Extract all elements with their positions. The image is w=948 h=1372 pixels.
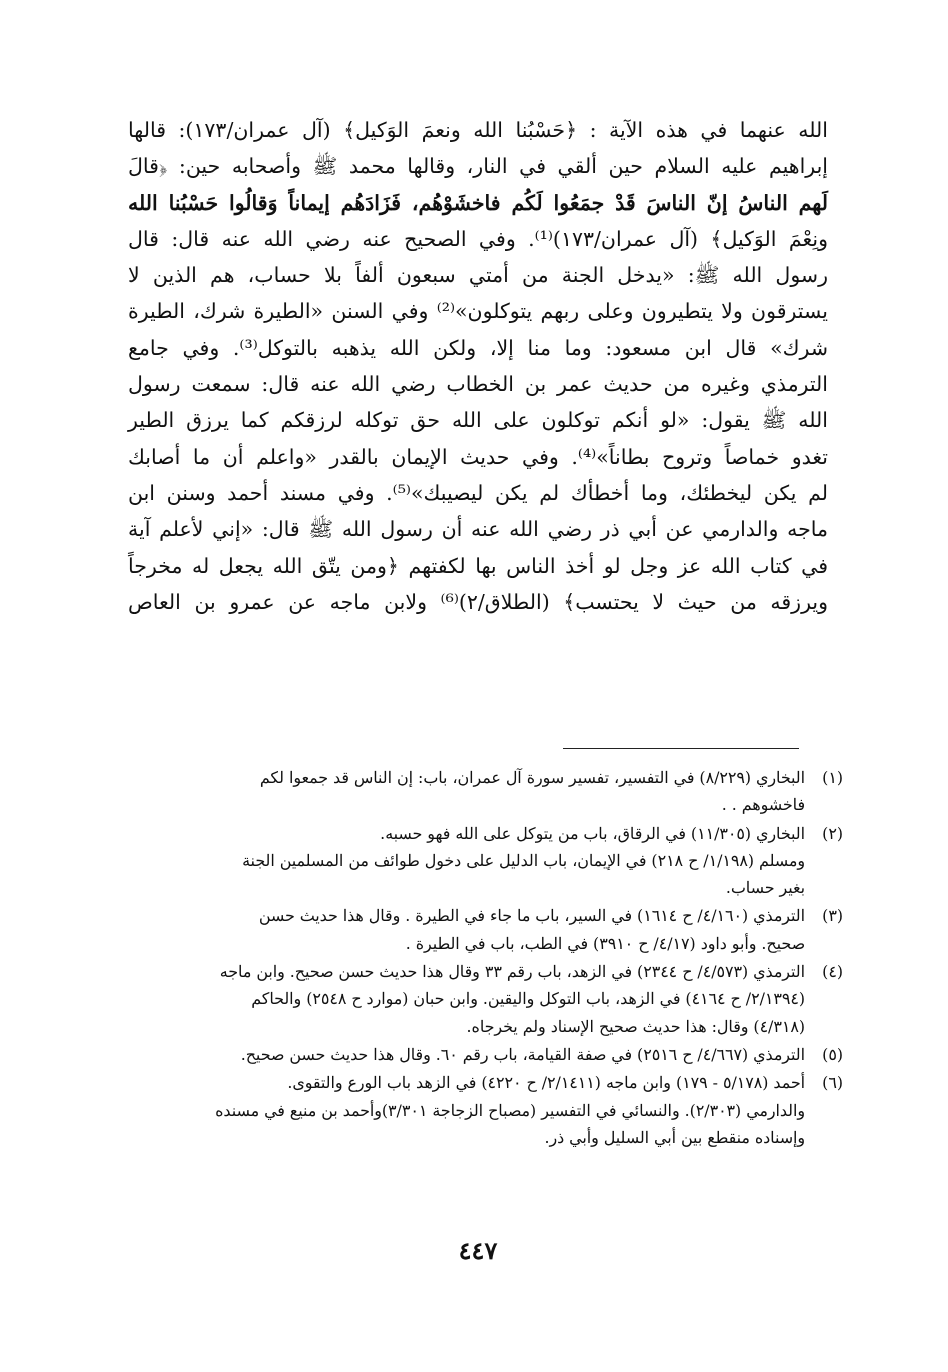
footnote-item <box>128 820 843 902</box>
footnote-line: أحمد (٥/١٧٨ - ١٧٩) وابن ماجه (٢/١٤١١/ ح ٤٢٢٠) في الزهد باب الورع والتقوى. <box>287 1073 805 1093</box>
footnote-text <box>128 1041 805 1068</box>
footnote-number: (٦) <box>822 1073 843 1093</box>
page-number: ٤٤٧ <box>458 1236 498 1265</box>
main-text-line: ماجه والدارمي عن أبي ذر رضي الله عنه أن رسول الله ﷺ قال: «إني لأعلم آية <box>128 517 828 542</box>
footnote-number: (٢) <box>822 823 843 843</box>
footnotes-section <box>128 764 843 1152</box>
footnote-item <box>128 1041 843 1068</box>
footnote-line: فاخشوهم . . <box>721 795 805 815</box>
footnote-line: ومسلم (١/١٩٨/ ح ٢١٨) في الإيمان، باب الدليل على دخول طوائف من المسلمين الجنة <box>242 850 805 870</box>
main-text-line: الله عنهما في هذه الآية : ﴿حَسْبُنا الله ونعمَ الوَكيل﴾ (آل عمران/١٧٣): قالها <box>128 118 828 142</box>
footnote-text <box>128 820 805 902</box>
footnote-line: البخاري (٨/٢٢٩) في التفسير، تفسير سورة آل عمران، باب: إن الناس قد جمعوا لكم <box>259 768 805 787</box>
footnote-item <box>128 764 843 819</box>
footnote-item <box>128 902 843 957</box>
main-text-line: يسترقون ولا يتطيرون وعلى ربهم يتوكلون»⁽²⁾ وفي السنن «الطيرة شرك، الطيرة <box>128 299 828 324</box>
footnote-line: (٤/٣١٨) وقال: هذا حديث صحيح الإسناد ولم يخرجاه. <box>466 1016 805 1036</box>
footnote-text <box>128 958 805 1040</box>
footnote-line: الترمذي (٤/١٦٠/ ح ١٦١٤) في السير، باب ما جاء في الطيرة . وقال هذا حديث حسن <box>258 906 805 926</box>
main-text-line: الترمذي وغيره من حديث عمر بن الخطاب رضي الله عنه قال: سمعت رسول <box>128 372 828 397</box>
main-text-line: الله ﷺ يقول: «لو أنكم توكلون على الله حق توكله لرزقكم كما يرزق الطير <box>128 408 828 433</box>
footnote-line: البخاري (١١/٣٠٥) في الرقاق، باب من يتوكل على الله فهو حسبه. <box>380 823 805 843</box>
main-text-line: لَهم الناسُ إنّ الناسَ قَدْ جمَعُوا لَكُم فاخشَوْهُم، فَزَادَهُم إيماناً وَقالُوا حَسْبُنا الله <box>128 190 828 215</box>
main-text-line: إبراهيم عليه السلام حين ألقي في النار، وقالها محمد ﷺ وأصحابه حين: ﴿قالَ <box>128 154 828 179</box>
footnote-number: (٥) <box>822 1044 843 1064</box>
footnote-line: الترمذي (٤/٦٦٧/ ح ٢٥١٦) في صفة القيامة، باب رقم ٦٠. وقال هذا حديث حسن صحيح. <box>240 1044 805 1064</box>
footnote-separator-rule <box>563 748 799 749</box>
footnote-text <box>128 764 805 819</box>
main-text-line: تغدو خماصاً وتروح بطاناً»⁽⁴⁾. وفي حديث الإيمان بالقدر «واعلم أن ما أصابك <box>128 444 828 469</box>
footnote-line: والدارمي (٢/٣٠٣). والنسائي في التفسير (مصباح الزجاجة ٣/٣٠١)وأحمد بن منيع في مسنده <box>215 1100 805 1120</box>
main-text-line: شرك» قال ابن مسعود: وما منا إلا، ولكن الله يذهبه بالتوكل⁽³⁾. وفي جامع <box>128 335 828 360</box>
footnote-number: (٤) <box>822 962 843 982</box>
footnote-line: بغير حساب. <box>725 878 805 898</box>
footnote-line: الترمذي (٤/٥٧٣/ ح ٢٣٤٤) في الزهد، باب رقم ٣٣ وقال هذا حديث حسن صحيح. وابن ماجه <box>219 962 805 982</box>
footnote-number: (١) <box>822 768 843 787</box>
footnote-number: (٣) <box>822 906 843 926</box>
footnote-line: (٢/١٣٩٤/ ح ٤١٦٤) في الزهد، باب التوكل واليقين. وابن حبان (موارد ح ٢٥٤٨) والحاكم <box>251 989 805 1009</box>
main-text-line: لم يكن ليخطئك، وما أخطأك لم يكن ليصيبك»⁽⁵⁾. وفي مسند أحمد وسنن ابن <box>128 480 828 505</box>
footnote-text <box>128 1069 805 1151</box>
footnote-item <box>128 1069 843 1151</box>
footnote-item <box>128 958 843 1040</box>
main-text-line: رسول الله ﷺ: «يدخل الجنة من أمتي سبعون ألفاً بلا حساب، هم الذين لا <box>128 263 828 288</box>
main-text-line: ونِعْمَ الوَكيل﴾ (آل عمران/١٧٣)⁽¹⁾. وفي الصحيح عنه رضي الله عنه قال: قال <box>128 226 828 251</box>
footnote-text <box>128 902 805 957</box>
main-text-line: في كتاب الله عز وجل لو أخذ الناس بها لكفتهم ﴿ومن يتّق الله يجعل له مخرجاً <box>128 553 828 578</box>
footnote-line: صحيح. وأبو داود (٤/١٧/ ح ٣٩١٠) في الطب، باب في الطيرة . <box>405 933 805 953</box>
main-text-line: ويرزقه من حيث لا يحتسب﴾ (الطلاق/٢)⁽⁶⁾ ولابن ماجه عن عمرو بن العاص <box>128 589 829 614</box>
footnote-line: وإسناده منقطع بين أبي السليل وأبي ذر. <box>544 1127 805 1147</box>
main-text-block <box>128 112 828 620</box>
